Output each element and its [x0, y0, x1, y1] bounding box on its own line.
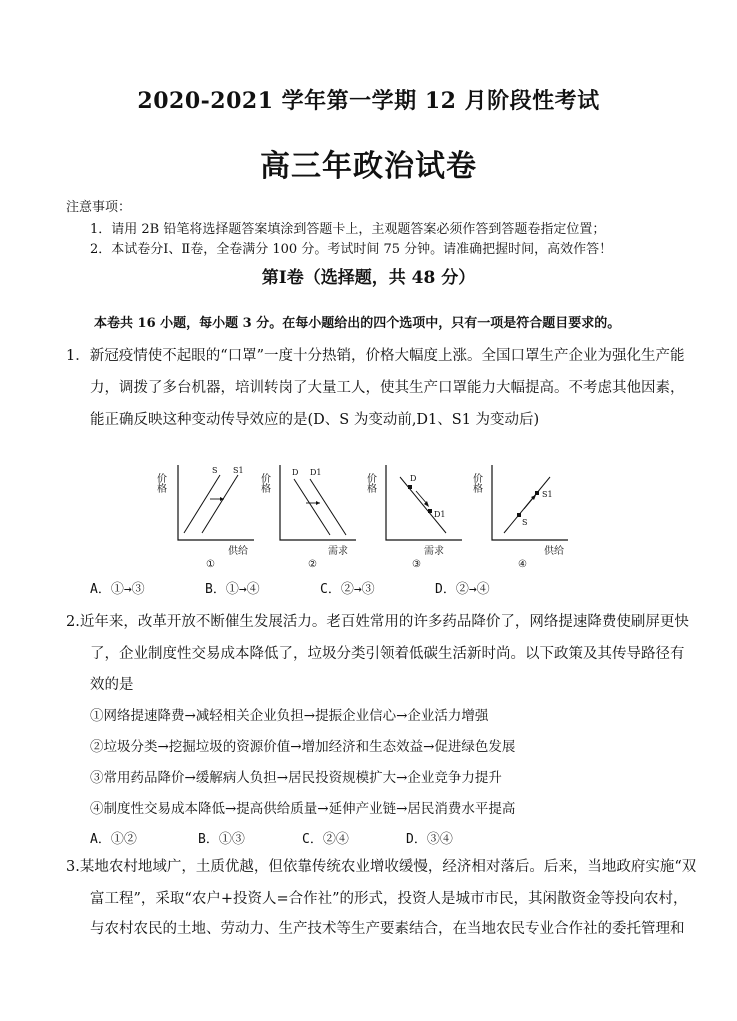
q2-option-b[interactable]: B．①③: [198, 832, 245, 847]
chart-xlabel: 供给: [228, 546, 248, 557]
notice-item: 1．请用 2B 铅笔将选择题答案填涂到答题卡上，主观题答案必须作答到答题卷指定位置；: [90, 222, 606, 237]
q1-option-b[interactable]: B．①→④: [205, 582, 260, 597]
q1-chart-3: [364, 455, 472, 570]
q1-chart-4: [470, 455, 578, 570]
chart-ylabel: 价格: [364, 473, 376, 493]
q1-option-a[interactable]: A．①→③: [90, 582, 145, 597]
q2-stem-line: 效的是: [90, 677, 134, 693]
q1-stem-line: 能正确反映这种变动传导效应的是(D、S 为变动前,D1、S1 为变动后): [90, 412, 540, 428]
chart-number: ③: [412, 559, 421, 570]
point-label: D1: [434, 510, 446, 519]
q2-statement: ③常用药品降价→缓解病人负担→居民投资规模扩大→企业竞争力提升: [90, 770, 502, 786]
q2-statement: ②垃圾分类→挖掘垃圾的资源价值→增加经济和生态效益→促进绿色发展: [90, 739, 516, 755]
q3-stem-line: 富工程”，采取“农户+投资人=合作社”的形式，投资人是城市市民，其闲散资金等投向农村，: [90, 891, 688, 907]
chart-number: ①: [206, 559, 215, 570]
chart-number: ④: [518, 559, 527, 570]
q3-stem-line: 3.某地农村地域广，土质优越，但依靠传统农业增收缓慢，经济相对落后。后来，当地政府实施“双: [66, 859, 697, 875]
exam-paper-title: 高三年政治试卷: [260, 149, 477, 184]
point-label: D: [410, 474, 417, 483]
chart-ylabel: 价格: [258, 473, 270, 493]
q2-option-c[interactable]: C．②④: [302, 832, 349, 847]
exam-session-title: 2020-2021 学年第一学期 12 月阶段性考试: [137, 88, 600, 114]
q3-stem-line: 与农村农民的土地、劳动力、生产技术等生产要素结合，在当地农民专业合作社的委托管理和: [90, 921, 685, 937]
q2-stem-line: 了，企业制度性交易成本降低了，垃圾分类引领着低碳生活新时尚。以下政策及其传导路径有: [90, 646, 685, 662]
chart-ylabel: 价格: [470, 473, 482, 493]
curve-label: D: [292, 468, 299, 477]
q1-chart-2: [258, 455, 366, 570]
q2-option-d[interactable]: D．③④: [406, 832, 453, 847]
section-instruction: 本卷共 16 小题，每小题 3 分。在每小题给出的四个选项中，只有一项是符合题目要求的。: [94, 316, 621, 331]
q2-option-a[interactable]: A．①②: [90, 832, 137, 847]
chart-xlabel: 需求: [424, 546, 444, 557]
q1-stem-line: 1．新冠疫情使不起眼的“口罩”一度十分热销，价格大幅度上涨。全国口罩生产企业为强化生产能: [66, 348, 685, 364]
point-label: S: [522, 518, 528, 527]
q2-statement: ①网络提速降费→减轻相关企业负担→提振企业信心→企业活力增强: [90, 708, 489, 724]
q1-option-d[interactable]: D．②→④: [435, 582, 490, 597]
q2-statement: ④制度性交易成本降低→提高供给质量→延伸产业链→居民消费水平提高: [90, 801, 516, 817]
section-title: 第Ⅰ卷（选择题，共 48 分）: [261, 268, 476, 288]
point-label: S1: [542, 490, 553, 499]
q1-option-c[interactable]: C．②→③: [320, 582, 375, 597]
curve-label: S1: [233, 466, 244, 475]
notice-item: 2．本试卷分Ⅰ、Ⅱ卷，全卷满分 100 分。考试时间 75 分钟。请准确把握时间，高效作答！: [90, 242, 613, 257]
curve-label: S: [212, 466, 218, 475]
q2-stem-line: 2.近年来，改革开放不断催生发展活力。老百姓常用的许多药品降价了，网络提速降费使刷屏更快: [66, 614, 689, 630]
q1-stem-line: 力，调拨了多台机器，培训转岗了大量工人，使其生产口罩能力大幅提高。不考虑其他因素，: [90, 380, 685, 396]
chart-ylabel: 价格: [154, 473, 166, 493]
q1-chart-1: [154, 455, 258, 570]
curve-label: D1: [310, 468, 322, 477]
notice-heading: 注意事项：: [66, 200, 132, 215]
chart-xlabel: 需求: [328, 546, 348, 557]
chart-xlabel: 供给: [544, 546, 564, 557]
chart-number: ②: [308, 559, 317, 570]
